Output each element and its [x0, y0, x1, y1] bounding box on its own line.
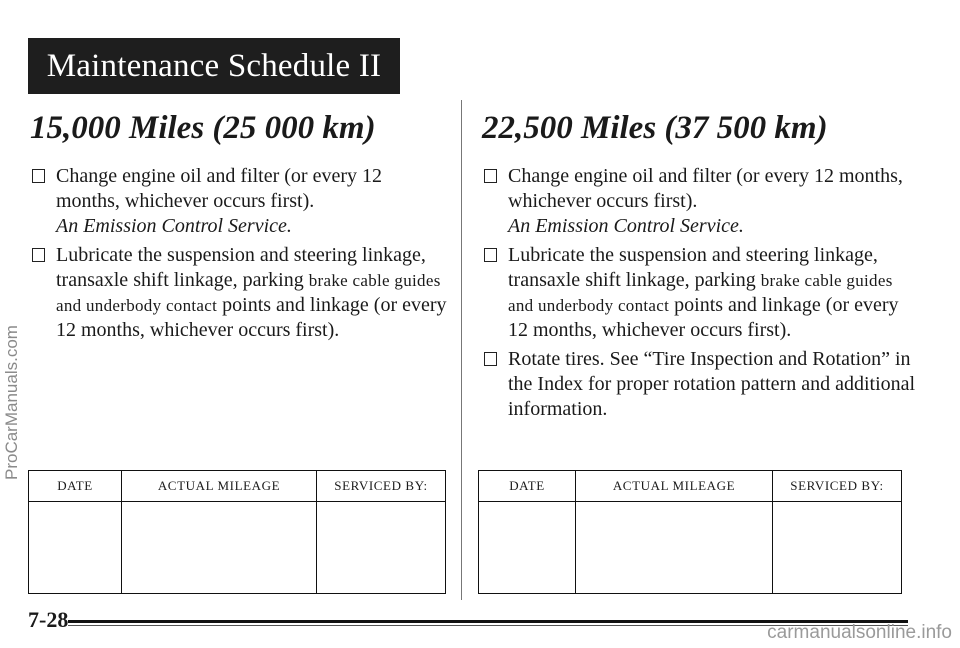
mileage-cell[interactable] [122, 502, 317, 594]
item-text-small: brake cable guides and underbody contact [56, 271, 441, 315]
checklist-item [482, 243, 922, 343]
header-actual-mileage: ACTUAL MILEAGE [576, 471, 773, 502]
left-column [30, 108, 450, 347]
interval-heading-22500: 22,500 Miles (37 500 km) [482, 110, 828, 146]
item-text: Lubricate the suspension and steering linkage, transaxle shift linkage, parking [508, 244, 878, 291]
item-text-tail: points and linkage (or every 12 months, whichever occurs first). [508, 294, 899, 341]
serviced-by-cell[interactable] [773, 502, 902, 594]
header-actual-mileage: ACTUAL MILEAGE [122, 471, 317, 502]
watermark-bottom: carmanualsonline.info [767, 622, 952, 643]
item-text-tail: points and linkage (or every 12 months, whichever occurs first). [56, 294, 447, 341]
item-note: An Emission Control Service. [56, 215, 292, 237]
checklist-item [30, 243, 450, 343]
service-log-table-left [28, 470, 446, 594]
item-text: Lubricate the suspension and steering linkage, transaxle shift linkage, parking [56, 244, 426, 291]
watermark-side: ProCarManuals.com [2, 325, 21, 480]
header-date: DATE [29, 471, 122, 502]
item-note: An Emission Control Service. [508, 215, 744, 237]
section-banner: Maintenance Schedule II [28, 38, 400, 94]
item-text-small: brake cable guides and underbody contact [508, 271, 893, 315]
item-text: Change engine oil and filter (or every 12 months, whichever occurs first). [56, 165, 382, 212]
checklist-item [482, 164, 922, 239]
item-text: Rotate tires. See “Tire Inspection and Rotation” in the Index for proper rotation pattern and additional information. [508, 348, 916, 420]
date-cell[interactable] [479, 502, 576, 594]
header-serviced-by: SERVICED BY: [317, 471, 446, 502]
checkbox-icon[interactable] [484, 169, 497, 183]
checklist-item [482, 347, 922, 422]
right-column [482, 108, 922, 426]
serviced-by-cell[interactable] [317, 502, 446, 594]
mileage-cell[interactable] [576, 502, 773, 594]
interval-heading-15000: 15,000 Miles (25 000 km) [30, 110, 376, 146]
checkbox-icon[interactable] [32, 248, 45, 262]
checkbox-icon[interactable] [484, 352, 497, 366]
date-cell[interactable] [29, 502, 122, 594]
checklist-item [30, 164, 450, 239]
header-serviced-by: SERVICED BY: [773, 471, 902, 502]
checkbox-icon[interactable] [484, 248, 497, 262]
item-text: Change engine oil and filter (or every 12 months, whichever occurs first). [508, 165, 903, 212]
page-number: 7-28 [28, 607, 69, 632]
column-divider [461, 100, 462, 600]
service-log-table-right [478, 470, 902, 594]
checkbox-icon[interactable] [32, 169, 45, 183]
header-date: DATE [479, 471, 576, 502]
